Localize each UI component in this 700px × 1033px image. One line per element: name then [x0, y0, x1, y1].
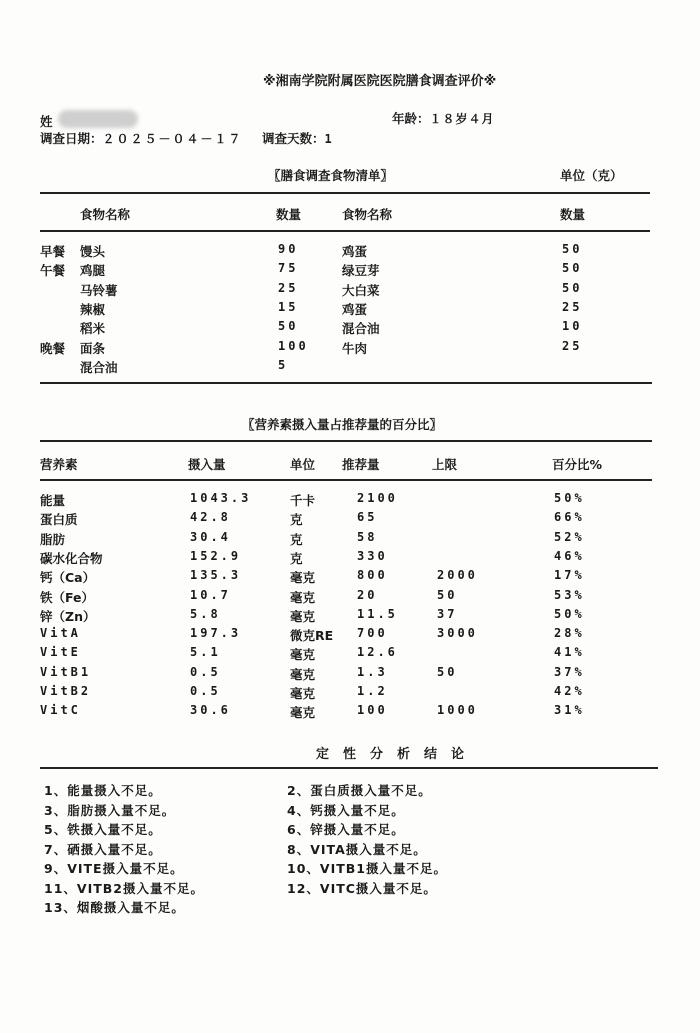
- nutrient-unit: 克: [290, 531, 303, 547]
- redacted-name: [58, 110, 138, 128]
- survey-date-field: [40, 129, 243, 147]
- nutrient-recommended: 2100: [357, 491, 398, 505]
- nutrient-name: VitC: [40, 703, 81, 718]
- food-col-name-2: 食物名称: [342, 207, 393, 222]
- age-value: １８岁４月: [429, 112, 495, 126]
- meal-label: 早餐: [40, 244, 66, 259]
- food-quantity: 50: [562, 261, 583, 276]
- nutrient-col-percent: 百分比%: [552, 457, 603, 472]
- nutrient-intake: 42.8: [190, 510, 231, 525]
- nutrient-intake: 135.3: [190, 568, 242, 583]
- food-quantity: 5: [278, 357, 289, 372]
- nutrient-recommended: 65: [357, 510, 378, 525]
- food-quantity: 50: [562, 280, 583, 295]
- nutrient-intake: 30.6: [190, 703, 231, 718]
- conclusion-item: 6、锌摄入量不足。: [287, 822, 405, 837]
- food-col-name-1: 食物名称: [80, 207, 131, 222]
- conclusion-item: 11、VITB2摄入量不足。: [44, 880, 204, 896]
- nutrient-name: 能量: [40, 493, 66, 508]
- nutrient-unit: 克: [290, 550, 303, 566]
- nutrient-upper-limit: 50: [437, 587, 458, 602]
- document-title: ※湘南学院附属医院医院膳食调查评价※: [263, 74, 497, 89]
- meal-label: 晚餐: [40, 340, 66, 356]
- nutrient-unit: 毫克: [290, 608, 316, 624]
- food-name: 牛肉: [342, 340, 368, 356]
- conclusion-item: 5、铁摄入量不足。: [44, 822, 162, 837]
- nutrient-intake: 5.8: [190, 606, 221, 621]
- food-name: 鸡蛋: [342, 301, 368, 317]
- conclusion-item: 10、VITB1摄入量不足。: [287, 861, 447, 876]
- nutrient-unit: 克: [290, 512, 303, 528]
- nutrient-upper-limit: 50: [437, 664, 458, 679]
- nutrient-unit: 毫克: [290, 686, 316, 701]
- food-name: 辣椒: [80, 301, 106, 317]
- nutrient-unit: 毫克: [290, 589, 316, 605]
- food-quantity: 50: [562, 242, 583, 256]
- conclusion-item: 1、能量摄入不足。: [44, 783, 162, 798]
- survey-days-label: 调查天数：: [262, 131, 325, 146]
- food-quantity: 25: [562, 299, 583, 314]
- conclusion-item: 7、硒摄入量不足。: [44, 841, 162, 857]
- conclusion-item: 8、VITA摄入量不足。: [287, 841, 427, 857]
- nutrient-upper-limit: 2000: [437, 568, 478, 583]
- nutrient-percent: 66%: [554, 510, 585, 525]
- food-name: 鸡腿: [80, 263, 106, 279]
- nutrient-percent: 37%: [554, 664, 585, 679]
- nutrient-name: 蛋白质: [40, 512, 78, 528]
- nutrient-intake: 1043.3: [190, 491, 252, 505]
- nutrient-col-name: 营养素: [40, 457, 78, 472]
- food-quantity: 90: [278, 242, 299, 256]
- nutrient-recommended: 800: [357, 568, 388, 583]
- food-name: 绿豆芽: [342, 263, 380, 279]
- nutrient-name: 脂肪: [40, 531, 66, 547]
- conclusion-item: 13、烟酸摄入量不足。: [44, 900, 185, 915]
- food-name: 马铃薯: [80, 282, 118, 298]
- nutrient-upper-limit: 37: [437, 606, 458, 621]
- nutrient-intake: 152.9: [190, 548, 242, 563]
- nutrient-unit: 毫克: [290, 666, 316, 682]
- food-name: 大白菜: [342, 282, 380, 298]
- food-col-qty-2: 数量: [560, 207, 586, 222]
- food-name: 面条: [80, 340, 106, 356]
- nutrient-percent: 42%: [554, 684, 585, 698]
- food-list-unit: 单位（克）: [560, 168, 623, 183]
- food-quantity: 10: [562, 319, 583, 334]
- nutrient-percent: 17%: [554, 568, 585, 583]
- nutrient-upper-limit: 3000: [437, 626, 478, 641]
- nutrient-name: VitB2: [40, 684, 92, 698]
- conclusion-item: 3、脂肪摄入量不足。: [44, 802, 176, 818]
- nutrient-name: 碳水化合物: [40, 550, 103, 566]
- nutrient-table-title: 〖营养素摄入量占推荐量的百分比〗: [242, 417, 443, 432]
- conclusion-title: 定性分析结论: [316, 747, 479, 762]
- food-col-qty-1: 数量: [276, 207, 302, 222]
- nutrient-col-unit: 单位: [290, 457, 316, 472]
- conclusion-item: 12、VITC摄入量不足。: [287, 880, 437, 896]
- nutrient-recommended: 1.2: [357, 684, 388, 698]
- nutrient-name: 锌（Zn）: [40, 608, 96, 624]
- nutrient-unit: 千卡: [290, 493, 316, 508]
- survey-days-field: [262, 129, 335, 147]
- nutrient-percent: 50%: [554, 606, 585, 621]
- nutrient-percent: 52%: [554, 529, 585, 544]
- nutrient-col-intake: 摄入量: [188, 457, 226, 472]
- conclusion-item: 4、钙摄入量不足。: [287, 802, 405, 818]
- nutrient-intake: 197.3: [190, 626, 242, 641]
- conclusion-rule: [40, 767, 658, 769]
- nutrient-unit: 微克RE: [290, 628, 334, 644]
- nutrient-percent: 50%: [554, 491, 585, 505]
- food-list-title: 〖膳食调查食物清单〗: [268, 168, 394, 183]
- nutrient-percent: 28%: [554, 626, 585, 641]
- survey-date-value: ２０２５－０４－１７: [102, 132, 243, 146]
- nutrient-percent: 31%: [554, 703, 585, 718]
- food-name: 混合油: [80, 359, 118, 375]
- nutrient-recommended: 700: [357, 626, 388, 641]
- meal-label: 午餐: [40, 263, 66, 279]
- nutrient-recommended: 330: [357, 548, 388, 563]
- nutrient-intake: 0.5: [190, 684, 221, 698]
- conclusion-item: 2、蛋白质摄入量不足。: [287, 783, 432, 798]
- nutrient-name: 钙（Ca）: [40, 570, 96, 586]
- age-field: [392, 109, 495, 127]
- nutrient-recommended: 20: [357, 587, 378, 602]
- nutrient-col-limit: 上限: [432, 457, 458, 472]
- nutrient-recommended: 58: [357, 529, 378, 544]
- nutrient-recommended: 12.6: [357, 645, 398, 660]
- nutrient-intake: 30.4: [190, 529, 231, 544]
- nutrient-unit: 毫克: [290, 705, 316, 721]
- food-name: 稻米: [80, 321, 106, 337]
- nutrient-unit: 毫克: [290, 570, 316, 586]
- food-name: 馒头: [80, 244, 106, 259]
- nutrient-unit: 毫克: [290, 647, 316, 663]
- nutrient-name: VitA: [40, 626, 81, 641]
- food-quantity: 25: [278, 280, 299, 295]
- nutrient-percent: 41%: [554, 645, 585, 660]
- nutrient-table-header-rule: [40, 479, 652, 481]
- nutrient-recommended: 1.3: [357, 664, 388, 679]
- nutrient-table-top-rule: [40, 440, 652, 442]
- food-quantity: 25: [562, 338, 583, 353]
- name-label: 姓: [40, 114, 53, 129]
- food-quantity: 100: [278, 338, 309, 353]
- food-name: 混合油: [342, 321, 380, 337]
- nutrient-recommended: 11.5: [357, 606, 398, 621]
- food-quantity: 75: [278, 261, 299, 276]
- nutrient-percent: 46%: [554, 548, 585, 563]
- survey-date-label: 调查日期：: [40, 131, 103, 146]
- nutrient-intake: 5.1: [190, 645, 221, 660]
- food-name: 鸡蛋: [342, 244, 368, 259]
- nutrient-name: VitB1: [40, 664, 92, 679]
- food-quantity: 15: [278, 299, 299, 314]
- nutrient-percent: 53%: [554, 587, 585, 602]
- nutrient-intake: 10.7: [190, 587, 231, 602]
- age-label: 年龄：: [392, 111, 430, 126]
- nutrient-upper-limit: 1000: [437, 703, 478, 718]
- survey-days-value: 1: [324, 132, 335, 146]
- nutrient-name: VitE: [40, 645, 81, 660]
- food-table-bottom-rule: [40, 382, 652, 384]
- nutrient-name: 铁（Fe）: [40, 589, 95, 605]
- nutrient-intake: 0.5: [190, 664, 221, 679]
- nutrient-col-recommended: 推荐量: [342, 457, 380, 472]
- nutrient-recommended: 100: [357, 703, 388, 718]
- conclusion-item: 9、VITE摄入量不足。: [44, 861, 184, 876]
- food-table-top-rule: [40, 192, 650, 194]
- food-quantity: 50: [278, 319, 299, 334]
- food-table-header-rule: [40, 230, 650, 232]
